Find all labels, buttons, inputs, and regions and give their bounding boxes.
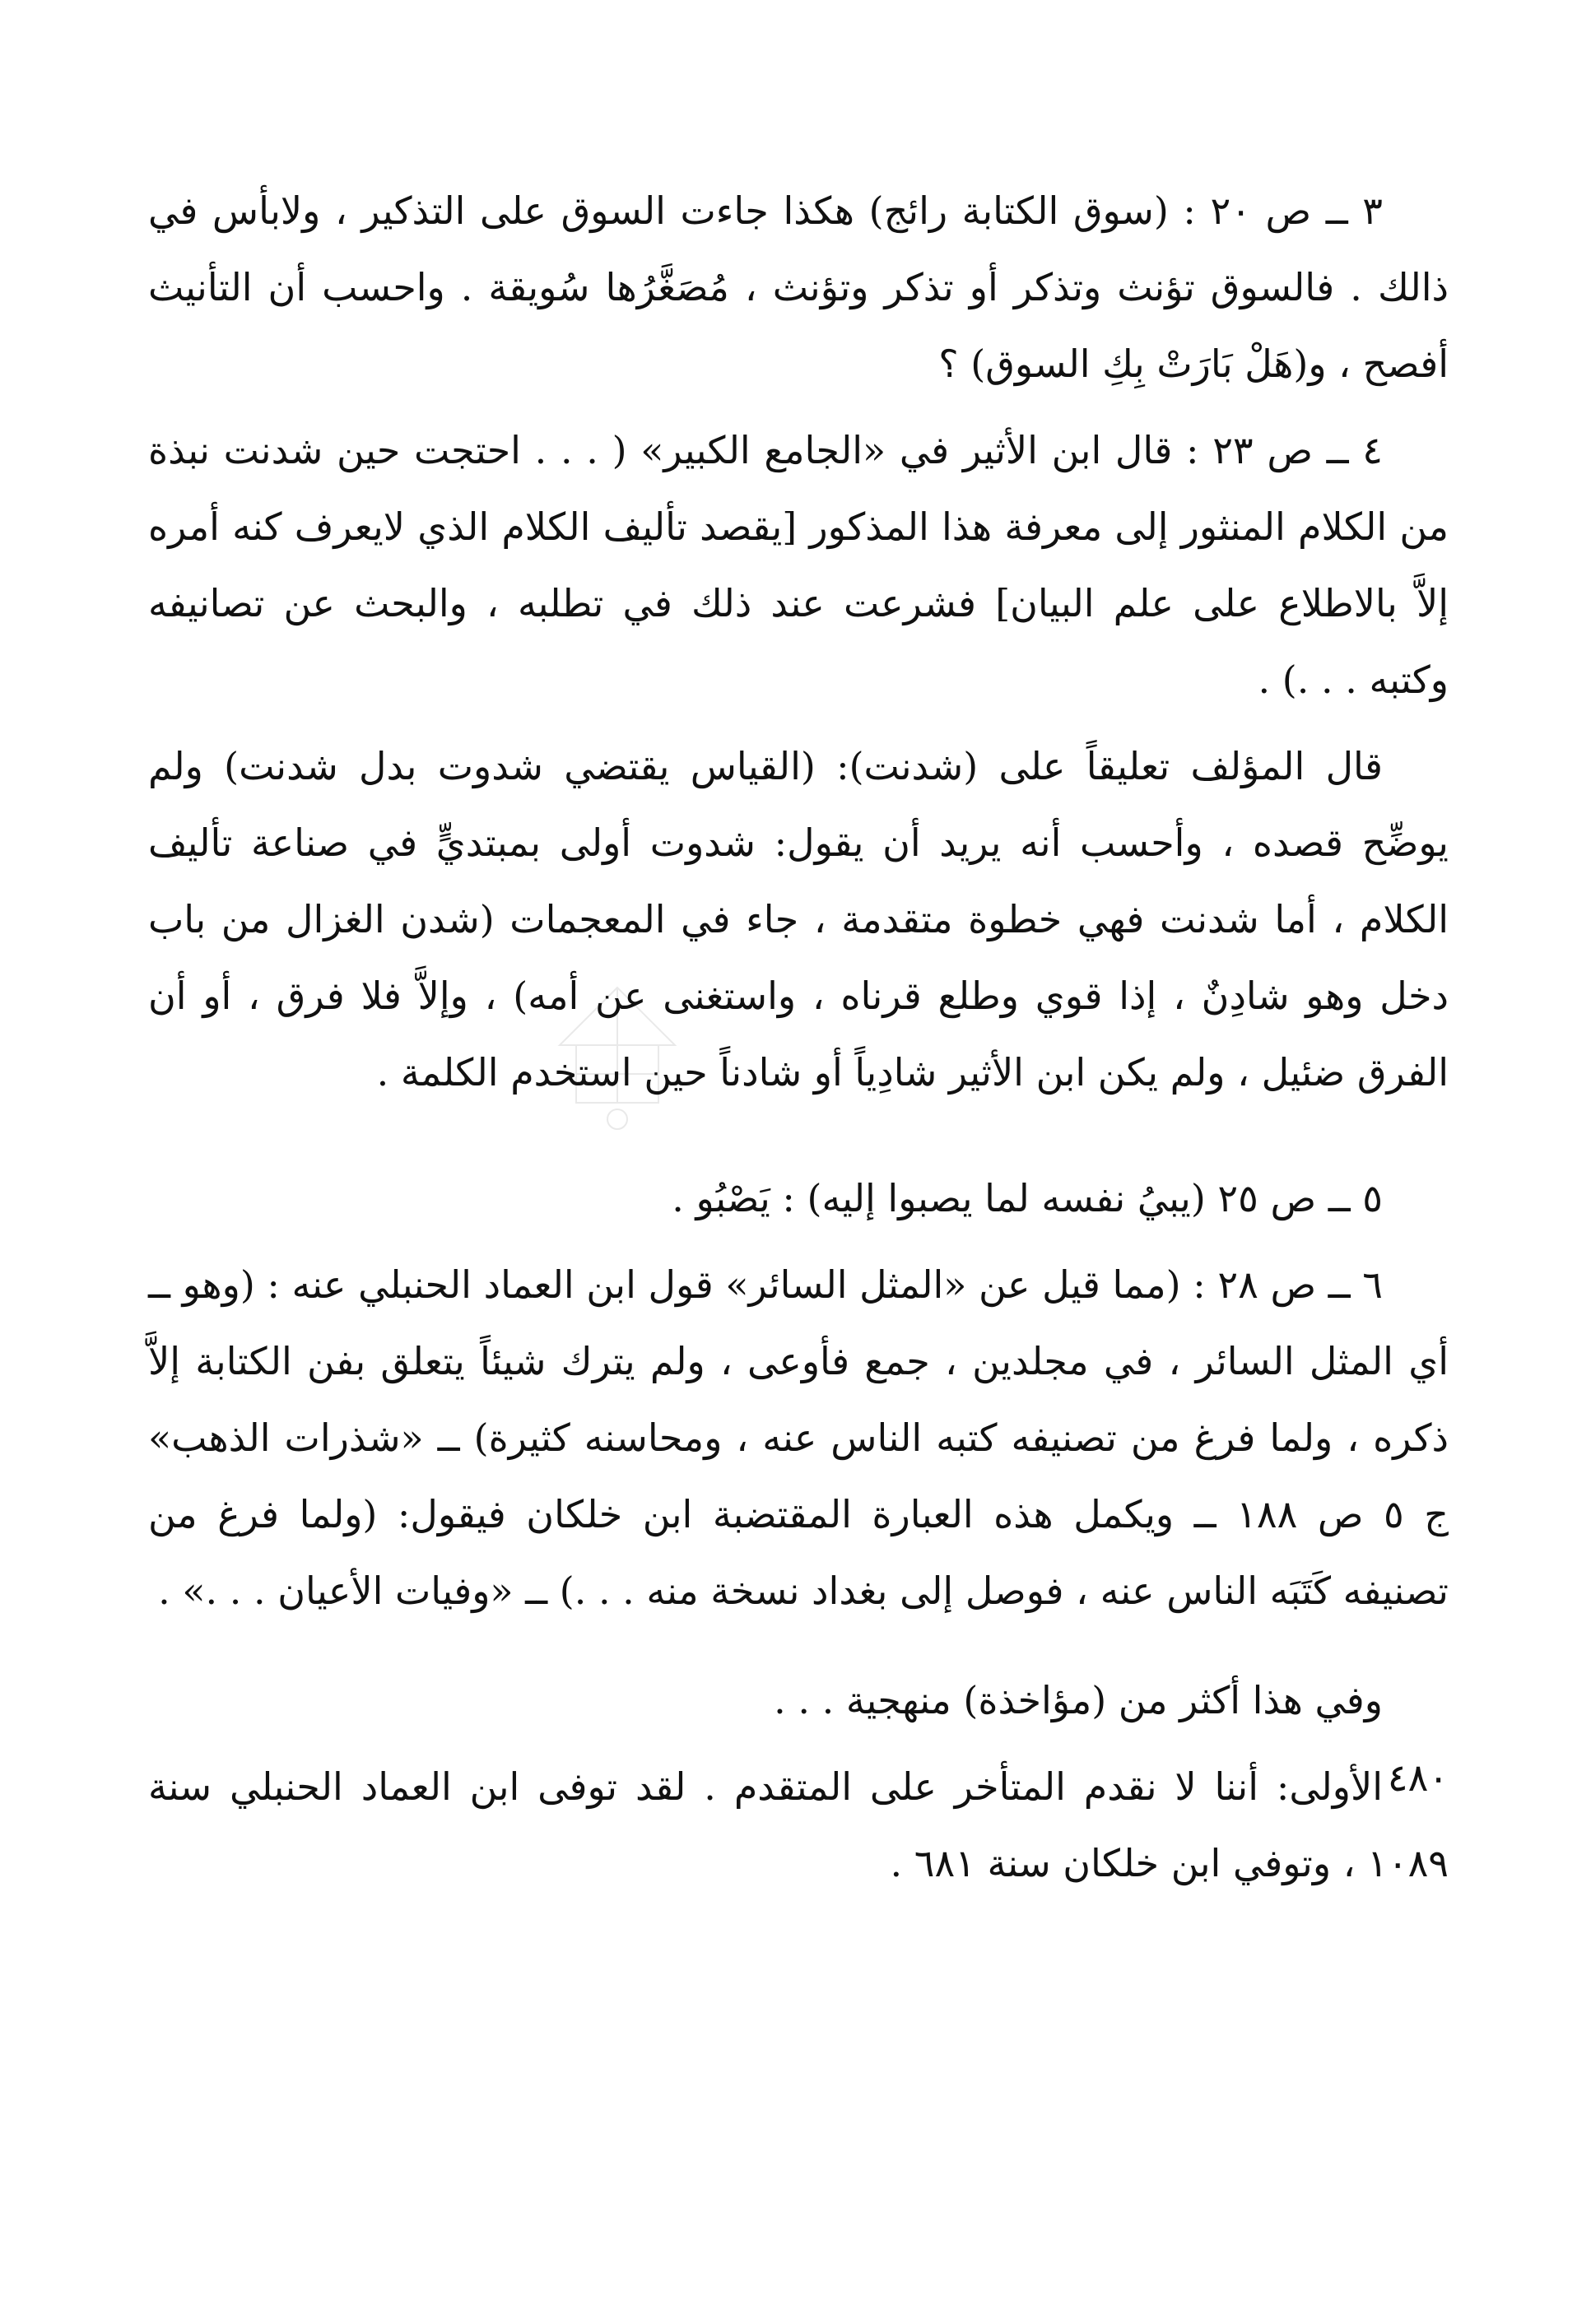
paragraph-note-4: ٤ ــ ص ٢٣ : قال ابن الأثير في «الجامع الكبير» ( . . . احتجت حين شدنت نبذة من الكلام المنثور إلى معرفة هذا المذكور [يقصد تأليف الكلام الذي لايعرف كنه أمره إلاَّ بالاطلاع على علم البيان] فشرعت عند ذلك في تطلبه ، والبحث عن تصانيفه وكتبه . . .) . bbox=[148, 428, 1449, 702]
paragraph-methodology: وفي هذا أكثر من (مؤاخذة) منهجية . . . bbox=[774, 1678, 1383, 1722]
paragraph-first-point: الأولى: أننا لا نقدم المتأخر على المتقدم . لقد توفى ابن العماد الحنبلي سنة ١٠٨٩ ، وتوفي ابن خلكان سنة ٦٨١ . bbox=[148, 1764, 1449, 1885]
page-number: ٤٨٠ bbox=[1387, 1755, 1449, 1800]
paragraph-note-3: ٣ ــ ص ٢٠ : (سوق الكتابة رائج) هكذا جاءت السوق على التذكير ، ولابأس في ذالك . فالسوق تؤنث وتذكر أو تذكر وتؤنث ، مُصَغَّرُها سُويقة . واحسب أن التأنيث أفصح ، و(هَلْ بَارَتْ بِكِ السوق) ؟ bbox=[148, 188, 1449, 386]
paragraph-note-5: ٥ ــ ص ٢٥ (يبيُ نفسه لما يصبوا إليه) : يَصْبُو . bbox=[672, 1176, 1383, 1220]
paragraph-note-6: ٦ ــ ص ٢٨ : (مما قيل عن «المثل السائر» قول ابن العماد الحنبلي عنه : (وهو ــ أي المثل السائر ، في مجلدين ، جمع فأوعى ، ولم يترك شيئاً يتعلق بفن الكتابة إلاَّ ذكره ، ولما فرغ من تصنيفه كتبه الناس عنه ، ومحاسنه كثيرة) ــ «شذرات الذهب» ج ٥ ص ١٨٨ ــ ويكمل هذه العبارة المقتضبة ابن خلكان فيقول: (ولما فرغ من تصنيفه كَتَبَه الناس عنه ، فوصل إلى بغداد نسخة منه . . .) ــ «وفيات الأعيان . . .» . bbox=[148, 1262, 1449, 1613]
document-page bbox=[148, 173, 1449, 2280]
paragraph-author-comment: قال المؤلف تعليقاً على (شدنت): (القياس يقتضي شدوت بدل شدنت) ولم يوضِّح قصده ، وأحسب أنه يريد أن يقول: شدوت أولى بمبتديٍّ في صناعة تأليف الكلام ، أما شدنت فهي خطوة متقدمة ، جاء في المعجمات (شدن الغزال من باب دخل وهو شادِنٌ ، إذا قوي وطلع قرناه ، واستغنى عن أمه) ، وإلاَّ فلا فرق ، أو أن الفرق ضئيل ، ولم يكن ابن الأثير شادِياً أو شادناً حين استخدم الكلمة . bbox=[148, 744, 1449, 1095]
